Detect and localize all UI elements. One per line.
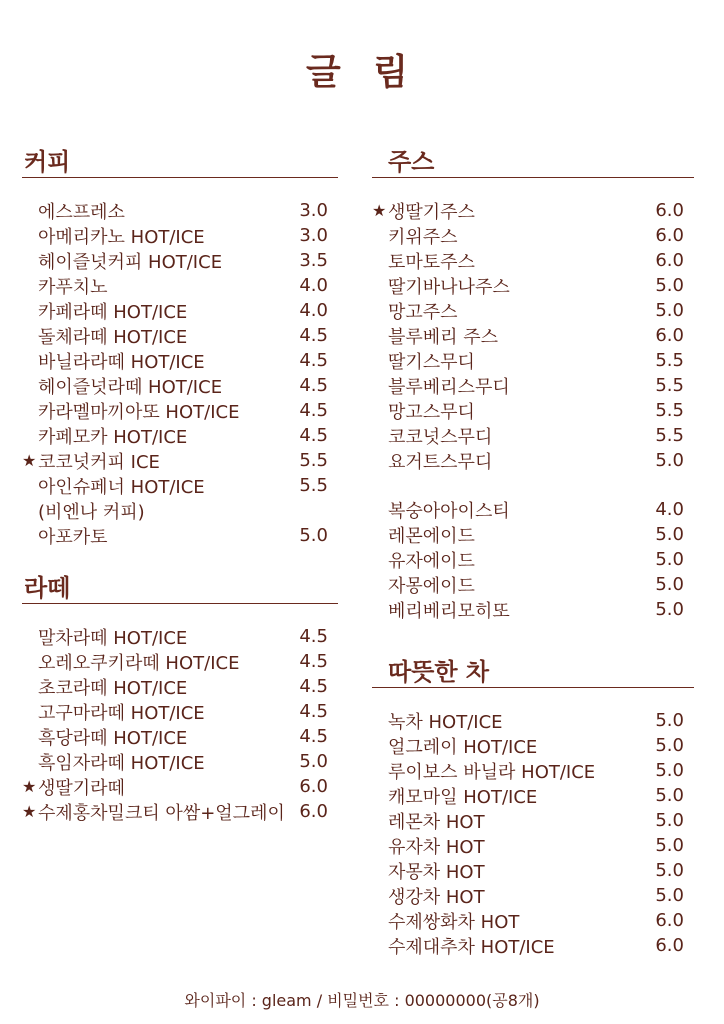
menu-item-price: 6.0 xyxy=(655,910,684,931)
menu-item-name: 흑임자라떼 HOT/ICE xyxy=(38,752,205,774)
menu-item-name: 헤이즐넛커피 HOT/ICE xyxy=(38,251,223,273)
menu-item-price: 5.0 xyxy=(299,525,328,546)
menu-item-name-wrap xyxy=(22,248,222,274)
menu-item-name-wrap xyxy=(22,423,187,449)
menu-item xyxy=(372,497,694,522)
menu-item-price: 6.0 xyxy=(655,935,684,956)
menu-item xyxy=(372,572,694,597)
menu-item xyxy=(372,348,694,373)
menu-item-price: 6.0 xyxy=(299,776,328,797)
menu-item-name: 돌체라떼 HOT/ICE xyxy=(38,326,188,348)
menu-item-name-wrap xyxy=(22,498,145,524)
menu-item-price: 5.0 xyxy=(655,574,684,595)
star-icon: ★ xyxy=(372,201,387,220)
menu-item-price: 5.0 xyxy=(655,275,684,296)
menu-item-name: 레몬차 HOT xyxy=(388,811,485,833)
menu-item-name-wrap xyxy=(22,373,222,399)
menu-item-price: 5.0 xyxy=(655,835,684,856)
menu-item-name-wrap xyxy=(372,522,475,548)
menu-item-name-wrap xyxy=(372,497,510,523)
menu-item xyxy=(372,908,694,933)
menu-item-name: 얼그레이 HOT/ICE xyxy=(388,736,538,758)
menu-item-price: 4.5 xyxy=(299,400,328,421)
menu-item xyxy=(22,649,338,674)
menu-item-price: 5.0 xyxy=(655,599,684,620)
menu-item xyxy=(372,223,694,248)
menu-item-name-wrap xyxy=(372,348,475,374)
menu-item-name: 바닐라라떼 HOT/ICE xyxy=(38,351,205,373)
menu-item-name-wrap xyxy=(22,473,205,499)
menu-list-tea xyxy=(372,708,694,958)
menu-item xyxy=(22,473,338,498)
menu-item-price: 5.5 xyxy=(655,350,684,371)
menu-item-name: 요거트스무디 xyxy=(388,451,493,473)
menu-item xyxy=(22,223,338,248)
menu-item xyxy=(372,808,694,833)
menu-item xyxy=(372,708,694,733)
menu-item-price: 3.0 xyxy=(299,200,328,221)
menu-item-name: 카페라떼 HOT/ICE xyxy=(38,301,188,323)
menu-item xyxy=(372,733,694,758)
menu-item xyxy=(372,758,694,783)
menu-item-name: 카라멜마끼아또 HOT/ICE xyxy=(38,401,240,423)
menu-item-name-wrap xyxy=(22,223,205,249)
menu-item xyxy=(22,348,338,373)
menu-item xyxy=(22,724,338,749)
menu-item-name: 딸기바나나주스 xyxy=(388,276,510,298)
menu-item-name: 망고스무디 xyxy=(388,401,475,423)
menu-item-price: 5.0 xyxy=(655,524,684,545)
menu-item-name: 토마토주스 xyxy=(388,251,475,273)
menu-item-price: 6.0 xyxy=(655,200,684,221)
menu-item-price: 5.0 xyxy=(655,710,684,731)
menu-item-name-wrap xyxy=(22,649,239,675)
menu-item-name: 딸기스무디 xyxy=(388,351,475,373)
menu-title: 글 림 xyxy=(305,52,419,93)
menu-item-price: 5.0 xyxy=(655,860,684,881)
menu-item-name-wrap xyxy=(22,799,285,825)
menu-item-name: 고구마라떼 HOT/ICE xyxy=(38,702,205,724)
menu-item-name-wrap xyxy=(22,699,205,725)
menu-item xyxy=(22,674,338,699)
menu-item xyxy=(22,423,338,448)
menu-item-price: 5.0 xyxy=(655,785,684,806)
menu-list-coffee xyxy=(22,198,338,548)
menu-item xyxy=(22,523,338,548)
menu-item-price: 5.0 xyxy=(655,300,684,321)
menu-item-price: 4.0 xyxy=(299,300,328,321)
menu-item xyxy=(372,783,694,808)
menu-item-price: 3.0 xyxy=(299,225,328,246)
menu-item-name-wrap xyxy=(372,423,492,449)
menu-item-price: 5.5 xyxy=(655,425,684,446)
menu-item-name: 블루베리스무디 xyxy=(388,376,510,398)
menu-item-name: 수제홍차밀크티 아쌈+얼그레이 xyxy=(38,802,285,824)
menu-item xyxy=(372,597,694,622)
menu-item-name-wrap xyxy=(22,348,205,374)
menu-item xyxy=(22,298,338,323)
menu-item xyxy=(372,248,694,273)
menu-item-price: 4.5 xyxy=(299,651,328,672)
menu-item xyxy=(22,373,338,398)
menu-item xyxy=(372,448,694,473)
menu-item xyxy=(22,749,338,774)
menu-item-name-wrap xyxy=(372,323,498,349)
menu-item-name: 유자차 HOT xyxy=(388,836,485,858)
menu-item-name-wrap xyxy=(22,749,205,775)
menu-item-price: 5.5 xyxy=(299,450,328,471)
menu-item-name: 베리베리모히또 xyxy=(388,600,510,622)
menu-item-price: 6.0 xyxy=(655,250,684,271)
menu-item-name: 말차라떼 HOT/ICE xyxy=(38,627,188,649)
menu-item-price: 5.5 xyxy=(655,400,684,421)
menu-item-price: 5.0 xyxy=(299,751,328,772)
menu-list-juice xyxy=(372,198,694,473)
menu-item-name: 복숭아아이스티 xyxy=(388,500,510,522)
menu-item xyxy=(22,323,338,348)
menu-item xyxy=(372,398,694,423)
menu-item xyxy=(22,198,338,223)
menu-item-name-wrap xyxy=(372,298,458,324)
menu-item-name-wrap xyxy=(372,597,510,623)
section-heading-coffee: 커피 xyxy=(22,146,338,178)
section-juice xyxy=(372,146,694,622)
menu-item-name: 키위주스 xyxy=(388,226,458,248)
menu-item-price: 4.5 xyxy=(299,726,328,747)
menu-item xyxy=(22,273,338,298)
menu-item-name-wrap xyxy=(22,624,187,650)
section-tea xyxy=(372,656,694,958)
menu-item-price: 5.0 xyxy=(655,735,684,756)
menu-item-name: 초코라떼 HOT/ICE xyxy=(38,677,188,699)
menu-item-price: 4.0 xyxy=(655,499,684,520)
menu-item-price: 3.5 xyxy=(299,250,328,271)
menu-item xyxy=(22,448,338,473)
menu-item-name-wrap xyxy=(22,298,187,324)
menu-item xyxy=(372,883,694,908)
menu-item xyxy=(372,298,694,323)
menu-item-price: 5.0 xyxy=(655,549,684,570)
menu-item-name: 레몬에이드 xyxy=(388,525,475,547)
menu-item-name: 카페모카 HOT/ICE xyxy=(38,426,188,448)
menu-item xyxy=(22,398,338,423)
menu-list-ade xyxy=(372,497,694,622)
menu-item-name: 망고주스 xyxy=(388,301,458,323)
menu-item-price: 4.5 xyxy=(299,350,328,371)
menu-item xyxy=(372,833,694,858)
menu-item-name-wrap xyxy=(372,547,475,573)
menu-item-name-wrap xyxy=(372,223,458,249)
menu-item-name: 수제쌍화차 HOT xyxy=(388,911,520,933)
menu-item xyxy=(22,498,338,523)
menu-item-name-wrap xyxy=(372,858,485,884)
menu-item-price: 4.5 xyxy=(299,676,328,697)
menu-item-name-wrap xyxy=(22,273,108,299)
menu-item xyxy=(372,547,694,572)
wifi-info: 와이파이 : gleam / 비밀번호 : 00000000(공8개) xyxy=(184,991,540,1010)
menu-item xyxy=(372,273,694,298)
menu-item-name: 흑당라떼 HOT/ICE xyxy=(38,727,188,749)
star-icon: ★ xyxy=(22,451,37,470)
menu-item-name-wrap xyxy=(22,398,239,424)
menu-item xyxy=(22,624,338,649)
menu-item-name: 생강차 HOT xyxy=(388,886,485,908)
menu-item-name-wrap xyxy=(372,248,475,274)
menu-item-name-wrap xyxy=(372,908,519,934)
menu-item-price: 5.0 xyxy=(655,760,684,781)
menu-item xyxy=(372,858,694,883)
menu-item-price: 5.0 xyxy=(655,810,684,831)
menu-item-name-wrap xyxy=(372,733,537,759)
menu-item-price: 4.5 xyxy=(299,626,328,647)
menu-item-name-wrap xyxy=(372,572,475,598)
menu-item-name: 아메리카노 HOT/ICE xyxy=(38,226,205,248)
menu-item-name-wrap xyxy=(22,724,187,750)
section-heading-juice: 주스 xyxy=(372,146,694,178)
menu-item-name: 헤이즐넛라떼 HOT/ICE xyxy=(38,376,223,398)
menu-item xyxy=(372,522,694,547)
menu-item xyxy=(22,799,338,824)
menu-item-name-wrap xyxy=(372,933,555,959)
menu-item-name-wrap xyxy=(22,198,125,224)
star-icon: ★ xyxy=(22,777,37,796)
menu-item-name-wrap xyxy=(372,448,492,474)
section-heading-tea: 따뜻한 차 xyxy=(372,656,694,688)
menu-item xyxy=(372,373,694,398)
menu-item-price: 5.5 xyxy=(655,375,684,396)
menu-item-name: 오레오쿠키라떼 HOT/ICE xyxy=(38,652,240,674)
menu-item xyxy=(22,774,338,799)
menu-item-name: 캐모마일 HOT/ICE xyxy=(388,786,538,808)
menu-item-name: 생딸기라떼 xyxy=(38,777,125,799)
menu-item-name: 수제대추차 HOT/ICE xyxy=(388,936,555,958)
star-icon: ★ xyxy=(22,802,37,821)
menu-item-price: 4.0 xyxy=(299,275,328,296)
menu-item xyxy=(372,423,694,448)
menu-item-price: 4.5 xyxy=(299,425,328,446)
menu-item-price: 4.5 xyxy=(299,375,328,396)
menu-item-name: 블루베리 주스 xyxy=(388,326,499,348)
menu-item-price: 6.0 xyxy=(655,325,684,346)
menu-item-name-wrap xyxy=(22,774,125,800)
menu-item-name-wrap xyxy=(372,198,475,224)
menu-item-price: 5.5 xyxy=(299,475,328,496)
menu-item-name: 아포카토 xyxy=(38,526,108,548)
menu-item-name: (비엔나 커피) xyxy=(38,501,145,523)
menu-item xyxy=(22,699,338,724)
menu-item-name: 코코넛커피 ICE xyxy=(38,451,160,473)
menu-item-name: 루이보스 바닐라 HOT/ICE xyxy=(388,761,596,783)
menu-item-name: 녹차 HOT/ICE xyxy=(388,711,503,733)
menu-item-name-wrap xyxy=(372,833,485,859)
menu-item xyxy=(22,248,338,273)
menu-item-name-wrap xyxy=(372,398,475,424)
menu-item-name-wrap xyxy=(372,708,503,734)
menu-item-price: 4.5 xyxy=(299,325,328,346)
menu-item xyxy=(372,323,694,348)
menu-item-name-wrap xyxy=(372,273,510,299)
menu-item-name: 자몽차 HOT xyxy=(388,861,485,883)
menu-item-name-wrap xyxy=(22,674,187,700)
menu-item-name-wrap xyxy=(22,523,108,549)
menu-item-name: 자몽에이드 xyxy=(388,575,475,597)
menu-item-name-wrap xyxy=(22,323,187,349)
section-latte xyxy=(22,572,338,824)
menu-item-price: 5.0 xyxy=(655,450,684,471)
menu-item-name: 생딸기주스 xyxy=(388,201,475,223)
menu-item-name: 에스프레소 xyxy=(38,201,125,223)
menu-item xyxy=(372,933,694,958)
menu-item-name: 유자에이드 xyxy=(388,550,475,572)
menu-item-name-wrap xyxy=(22,448,160,474)
menu-item-price: 6.0 xyxy=(299,801,328,822)
menu-item-price: 4.5 xyxy=(299,701,328,722)
menu-item-price: 6.0 xyxy=(655,225,684,246)
menu-item-name: 코코넛스무디 xyxy=(388,426,493,448)
menu-item-name-wrap xyxy=(372,373,510,399)
menu-item-name-wrap xyxy=(372,883,485,909)
menu-item-name: 카푸치노 xyxy=(38,276,108,298)
section-heading-latte: 라떼 xyxy=(22,572,338,604)
menu-item-name-wrap xyxy=(372,808,485,834)
menu-item-price: 5.0 xyxy=(655,885,684,906)
section-coffee xyxy=(22,146,338,548)
menu-item-name-wrap xyxy=(372,783,537,809)
menu-item-name-wrap xyxy=(372,758,595,784)
menu-item-name: 아인슈페너 HOT/ICE xyxy=(38,476,205,498)
menu-list-latte xyxy=(22,624,338,824)
menu-item xyxy=(372,198,694,223)
